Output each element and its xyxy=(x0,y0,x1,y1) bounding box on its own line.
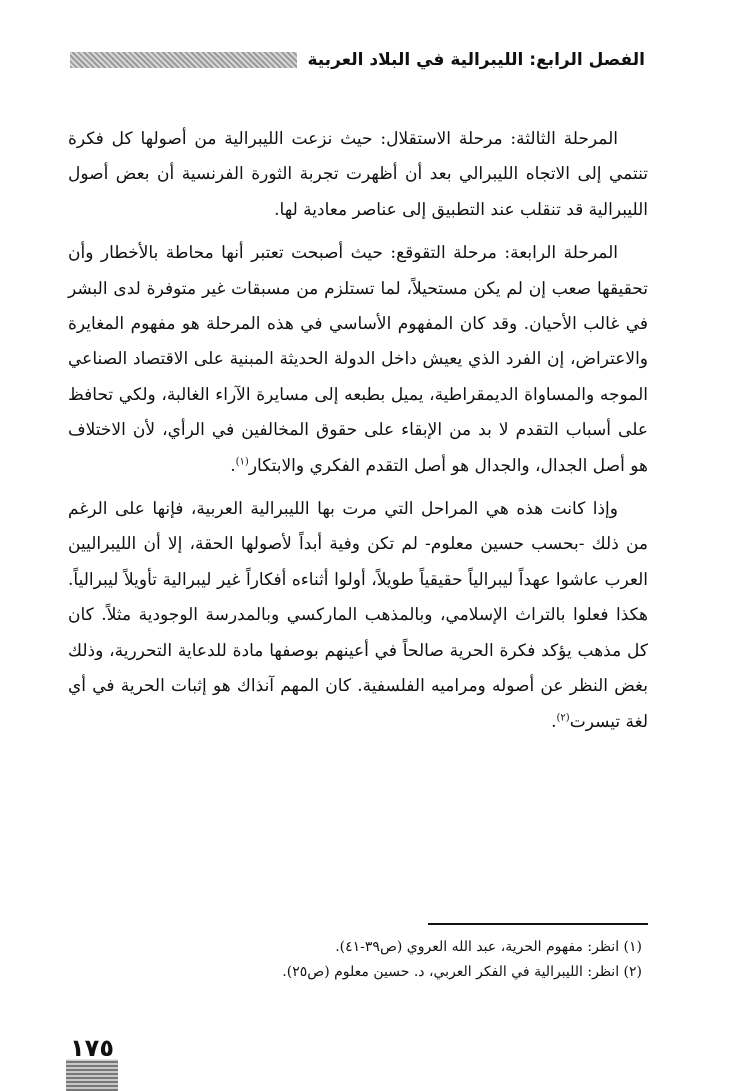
paragraph-text: وإذا كانت هذه هي المراحل التي مرت بها الليبرالية العربية، فإنها على الرغم من ذلك -بحسب حسين معلوم- لم تكن وفية أبداً لأصولها الحقة، إلا أن الليبراليين العرب عاشوا عهداً ليبرالياً حقيقياً طويلاً، أولوا أثناءه أفكاراً غير ليبرالية تأويلاً ليبرالياً. هكذا فعلوا بالتراث الإسلامي، وبالمذهب الماركسي وبالمدرسة الوجودية مثلاً. كان كل مذهب يؤكد فكرة الحرية صالحاً في أعينهم بوصفها مادة للدعاية التحررية، وذلك بغض النظر عن أصوله ومراميه الفلسفية. كان المهم آنذاك هو إثبات الحرية في أي لغة تيسرت xyxy=(68,499,648,732)
paragraph-stage-four xyxy=(68,236,648,484)
footnote-divider xyxy=(428,923,648,925)
paragraph-end: . xyxy=(551,711,557,732)
paragraph-text: المرحلة الثالثة: مرحلة الاستقلال: حيث نزعت الليبرالية من أصولها كل فكرة تنتمي إلى الاتجاه الليبرالي بعد أن أظهرت تجربة الثورة الفرنسية أن بعض أصول الليبرالية قد تنقلب عند التطبيق إلى عناصر معادية لها. xyxy=(68,129,648,220)
footnote-2: (٢) انظر: الليبرالية في الفكر العربي، د. حسين معلوم (ص٢٥). xyxy=(282,964,642,980)
footnote-1: (١) انظر: مفهوم الحرية، عبد الله العروي (ص٣٩-٤١). xyxy=(335,939,642,955)
footnote-ref[interactable]: (٢) xyxy=(556,711,570,723)
paragraph-text: المرحلة الرابعة: مرحلة التقوقع: حيث أصبحت تعتبر أنها محاطة بالأخطار وأن تحقيقها صعب إن لم يكن مستحيلاً، لما تستلزم من مسبقات غير متوفرة لدى البشر في غالب الأحيان. وقد كان المفهوم الأساسي في هذه المرحلة هو مفهوم المغايرة والاعتراض، إن الفرد الذي يعيش داخل الدولة الحديثة المبنية على الاقتصاد الصناعي الموجه والمساواة الديمقراطية، يميل بطبعه إلى مسايرة الآراء الغالبة، ولكي تحافظ على أسباب التقدم لا بد من الإبقاء على حقوق المخالفين في الرأي، لأن الاختلاف هو أصل الجدال، والجدال هو أصل التقدم الفكري والابتكار xyxy=(68,243,648,476)
paragraph-summary xyxy=(68,492,648,740)
page-number: ١٧٥ xyxy=(66,1035,118,1091)
footnotes xyxy=(68,935,648,985)
chapter-title: الفصل الرابع: الليبرالية في البلاد العربية xyxy=(307,50,645,70)
main-body xyxy=(68,122,648,748)
paragraph-stage-three xyxy=(68,122,648,228)
footnote-ref[interactable]: (١) xyxy=(235,456,249,467)
paragraph-end: . xyxy=(230,455,236,476)
header-decorative-bar xyxy=(70,52,297,68)
running-header xyxy=(70,40,645,80)
